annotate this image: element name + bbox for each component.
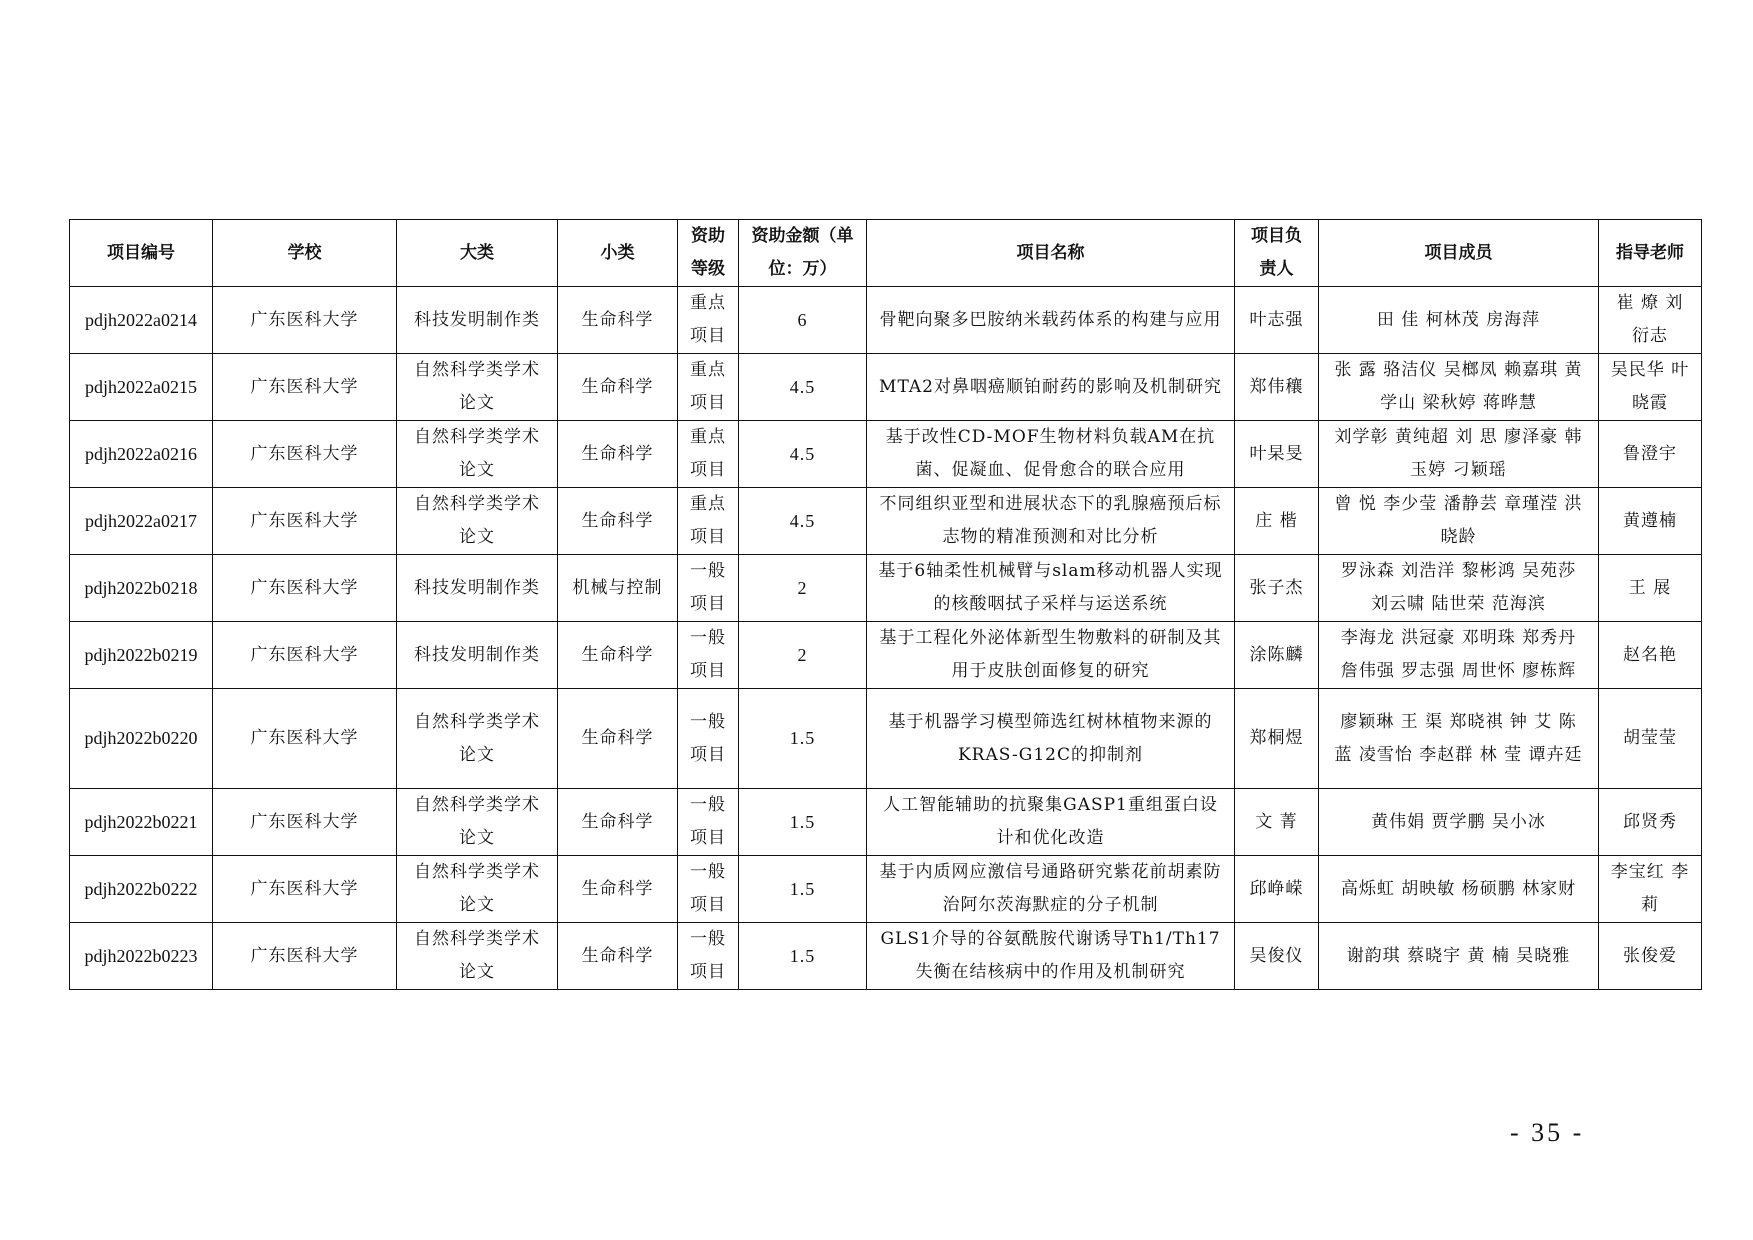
table-row <box>70 287 1702 354</box>
cell-amount: 2 <box>739 622 867 689</box>
cell-advisor: 崔 燎 刘衍志 <box>1599 287 1702 354</box>
cell-subcategory: 生命科学 <box>558 789 678 856</box>
cell-members: 廖颖琳 王 渠 郑晓祺 钟 艾 陈 蓝 凌雪怡 李赵群 林 莹 谭卉廷 <box>1319 689 1599 789</box>
header-advisor: 指导老师 <box>1599 220 1702 287</box>
cell-amount: 6 <box>739 287 867 354</box>
cell-project-name: GLS1介导的谷氨酰胺代谢诱导Th1/Th17失衡在结核病中的作用及机制研究 <box>867 923 1235 990</box>
cell-school: 广东医科大学 <box>213 923 397 990</box>
cell-leader: 郑伟穰 <box>1235 354 1319 421</box>
cell-project-id: pdjh2022a0215 <box>70 354 213 421</box>
cell-advisor: 黄遵楠 <box>1599 488 1702 555</box>
cell-project-id: pdjh2022a0217 <box>70 488 213 555</box>
cell-project-id: pdjh2022b0220 <box>70 689 213 789</box>
cell-level: 一般项目 <box>678 689 739 789</box>
cell-members: 黄伟娟 贾学鹏 吴小冰 <box>1319 789 1599 856</box>
cell-leader: 文 菁 <box>1235 789 1319 856</box>
cell-level: 一般项目 <box>678 555 739 622</box>
cell-amount: 4.5 <box>739 488 867 555</box>
cell-project-id: pdjh2022a0214 <box>70 287 213 354</box>
cell-level: 重点项目 <box>678 354 739 421</box>
cell-level: 重点项目 <box>678 287 739 354</box>
header-project-id: 项目编号 <box>70 220 213 287</box>
cell-subcategory: 机械与控制 <box>558 555 678 622</box>
cell-project-name: 基于工程化外泌体新型生物敷料的研制及其用于皮肤创面修复的研究 <box>867 622 1235 689</box>
project-table <box>69 219 1702 990</box>
cell-amount: 1.5 <box>739 923 867 990</box>
cell-amount: 4.5 <box>739 354 867 421</box>
cell-category: 自然科学类学术论文 <box>397 421 558 488</box>
table-row <box>70 622 1702 689</box>
table-row <box>70 856 1702 923</box>
header-members: 项目成员 <box>1319 220 1599 287</box>
cell-level: 一般项目 <box>678 856 739 923</box>
cell-level: 一般项目 <box>678 923 739 990</box>
header-subcategory: 小类 <box>558 220 678 287</box>
cell-project-id: pdjh2022a0216 <box>70 421 213 488</box>
page-number: - 35 - <box>1510 1118 1585 1147</box>
cell-category: 自然科学类学术论文 <box>397 689 558 789</box>
cell-school: 广东医科大学 <box>213 856 397 923</box>
cell-project-name: 基于机器学习模型筛选红树林植物来源的KRAS-G12C的抑制剂 <box>867 689 1235 789</box>
cell-level: 一般项目 <box>678 622 739 689</box>
cell-leader: 叶志强 <box>1235 287 1319 354</box>
cell-subcategory: 生命科学 <box>558 923 678 990</box>
cell-amount: 2 <box>739 555 867 622</box>
cell-subcategory: 生命科学 <box>558 421 678 488</box>
cell-level: 一般项目 <box>678 789 739 856</box>
cell-subcategory: 生命科学 <box>558 622 678 689</box>
table-row <box>70 354 1702 421</box>
cell-amount: 1.5 <box>739 789 867 856</box>
cell-project-id: pdjh2022b0218 <box>70 555 213 622</box>
table-row <box>70 555 1702 622</box>
cell-level: 重点项目 <box>678 488 739 555</box>
cell-amount: 1.5 <box>739 856 867 923</box>
cell-project-id: pdjh2022b0223 <box>70 923 213 990</box>
cell-school: 广东医科大学 <box>213 622 397 689</box>
cell-advisor: 张俊爱 <box>1599 923 1702 990</box>
cell-subcategory: 生命科学 <box>558 287 678 354</box>
cell-project-name: 骨靶向聚多巴胺纳米载药体系的构建与应用 <box>867 287 1235 354</box>
header-row <box>70 220 1702 287</box>
cell-advisor: 吴民华 叶晓霞 <box>1599 354 1702 421</box>
cell-school: 广东医科大学 <box>213 689 397 789</box>
cell-school: 广东医科大学 <box>213 354 397 421</box>
cell-members: 高烁虹 胡映敏 杨硕鹏 林家财 <box>1319 856 1599 923</box>
cell-project-name: MTA2对鼻咽癌顺铂耐药的影响及机制研究 <box>867 354 1235 421</box>
cell-level: 重点项目 <box>678 421 739 488</box>
cell-advisor: 李宝红 李 莉 <box>1599 856 1702 923</box>
table-row <box>70 488 1702 555</box>
cell-category: 自然科学类学术论文 <box>397 354 558 421</box>
cell-amount: 1.5 <box>739 689 867 789</box>
cell-members: 刘学彰 黄纯超 刘 思 廖泽豪 韩玉婷 刁颖瑶 <box>1319 421 1599 488</box>
cell-category: 科技发明制作类 <box>397 555 558 622</box>
cell-project-name: 基于6轴柔性机械臂与slam移动机器人实现的核酸咽拭子采样与运送系统 <box>867 555 1235 622</box>
cell-leader: 张子杰 <box>1235 555 1319 622</box>
cell-school: 广东医科大学 <box>213 555 397 622</box>
cell-members: 田 佳 柯林茂 房海萍 <box>1319 287 1599 354</box>
cell-subcategory: 生命科学 <box>558 689 678 789</box>
header-school: 学校 <box>213 220 397 287</box>
cell-project-name: 人工智能辅助的抗聚集GASP1重组蛋白设计和优化改造 <box>867 789 1235 856</box>
cell-advisor: 邱贤秀 <box>1599 789 1702 856</box>
table-row <box>70 689 1702 789</box>
table-row <box>70 421 1702 488</box>
cell-category: 自然科学类学术论文 <box>397 488 558 555</box>
header-amount: 资助金额（单位：万） <box>739 220 867 287</box>
cell-school: 广东医科大学 <box>213 287 397 354</box>
cell-project-name: 基于改性CD-MOF生物材料负载AM在抗菌、促凝血、促骨愈合的联合应用 <box>867 421 1235 488</box>
cell-project-id: pdjh2022b0219 <box>70 622 213 689</box>
table-row <box>70 923 1702 990</box>
header-leader: 项目负责人 <box>1235 220 1319 287</box>
cell-advisor: 王 展 <box>1599 555 1702 622</box>
cell-category: 科技发明制作类 <box>397 622 558 689</box>
cell-project-id: pdjh2022b0221 <box>70 789 213 856</box>
cell-school: 广东医科大学 <box>213 421 397 488</box>
header-project-name: 项目名称 <box>867 220 1235 287</box>
cell-members: 张 露 骆洁仪 吴榔凤 赖嘉琪 黄学山 梁秋婷 蒋晔慧 <box>1319 354 1599 421</box>
cell-school: 广东医科大学 <box>213 488 397 555</box>
cell-advisor: 鲁澄宇 <box>1599 421 1702 488</box>
cell-category: 自然科学类学术论文 <box>397 923 558 990</box>
cell-category: 科技发明制作类 <box>397 287 558 354</box>
cell-school: 广东医科大学 <box>213 789 397 856</box>
header-category: 大类 <box>397 220 558 287</box>
cell-category: 自然科学类学术论文 <box>397 856 558 923</box>
cell-subcategory: 生命科学 <box>558 488 678 555</box>
cell-leader: 涂陈麟 <box>1235 622 1319 689</box>
cell-amount: 4.5 <box>739 421 867 488</box>
cell-leader: 叶杲旻 <box>1235 421 1319 488</box>
cell-advisor: 赵名艳 <box>1599 622 1702 689</box>
cell-leader: 邱峥嵘 <box>1235 856 1319 923</box>
cell-project-id: pdjh2022b0222 <box>70 856 213 923</box>
header-level: 资助等级 <box>678 220 739 287</box>
cell-subcategory: 生命科学 <box>558 856 678 923</box>
cell-leader: 郑桐煜 <box>1235 689 1319 789</box>
cell-leader: 吴俊仪 <box>1235 923 1319 990</box>
table-row <box>70 789 1702 856</box>
cell-members: 罗泳森 刘浩洋 黎彬鸿 吴苑莎 刘云啸 陆世荣 范海滨 <box>1319 555 1599 622</box>
cell-advisor: 胡莹莹 <box>1599 689 1702 789</box>
cell-category: 自然科学类学术论文 <box>397 789 558 856</box>
cell-subcategory: 生命科学 <box>558 354 678 421</box>
cell-members: 谢韵琪 蔡晓宇 黄 楠 吴晓雅 <box>1319 923 1599 990</box>
cell-members: 李海龙 洪冠豪 邓明珠 郑秀丹 詹伟强 罗志强 周世怀 廖栋辉 <box>1319 622 1599 689</box>
cell-project-name: 基于内质网应激信号通路研究紫花前胡素防治阿尔茨海默症的分子机制 <box>867 856 1235 923</box>
cell-leader: 庄 楷 <box>1235 488 1319 555</box>
cell-project-name: 不同组织亚型和进展状态下的乳腺癌预后标志物的精准预测和对比分析 <box>867 488 1235 555</box>
cell-members: 曾 悦 李少莹 潘静芸 章瑾滢 洪晓龄 <box>1319 488 1599 555</box>
